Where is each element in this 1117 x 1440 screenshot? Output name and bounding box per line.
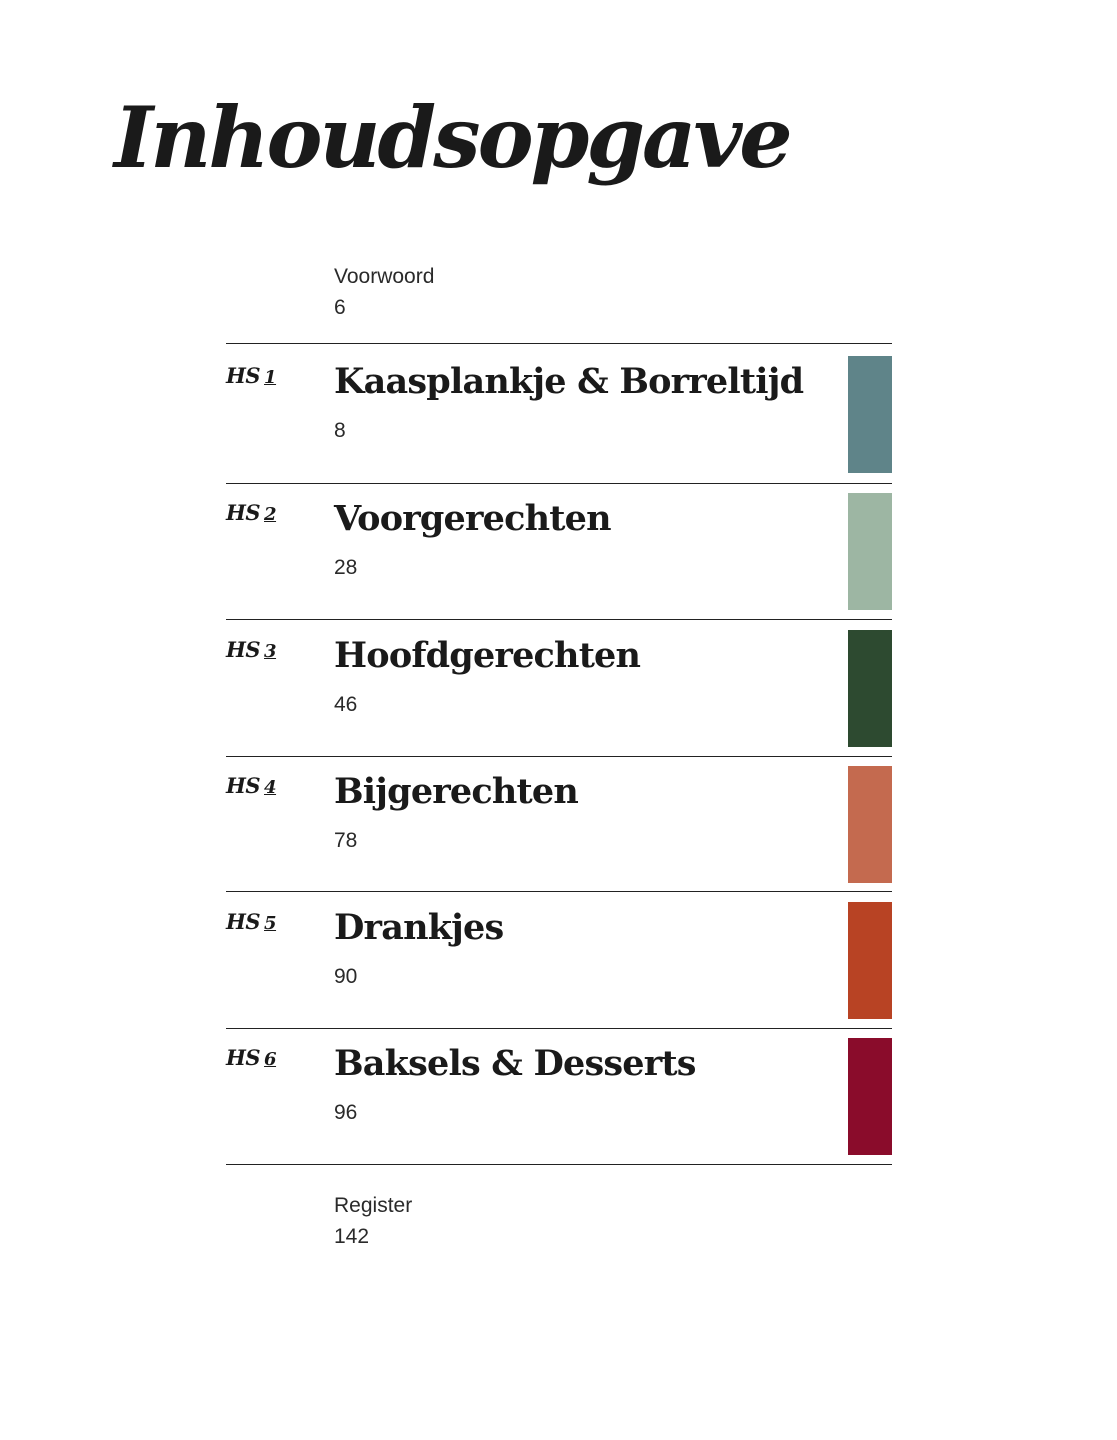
chapter-number: 3 [264,641,277,662]
chapter-color-swatch [848,630,892,747]
toc-chapter-1[interactable] [0,343,1117,479]
chapter-prefix: HS [226,909,261,934]
chapter-prefix: HS [226,1045,261,1070]
chapter-color-swatch [848,1038,892,1155]
toc-chapter-3[interactable] [0,617,1117,753]
chapter-color-swatch [848,902,892,1019]
chapter-number: 6 [264,1049,277,1070]
chapter-color-swatch [848,766,892,883]
divider [226,1164,892,1165]
chapter-number: 4 [264,777,277,798]
chapter-page-number: 8 [334,419,346,442]
chapter-label [226,1045,276,1070]
chapter-title: Hoofdgerechten [334,635,641,676]
chapter-page-number: 78 [334,829,358,852]
chapter-label [226,363,276,388]
toc-chapter-6[interactable] [0,1025,1117,1161]
chapter-title: Voorgerechten [334,498,611,539]
chapter-title: Baksels & Desserts [334,1043,696,1084]
chapter-label [226,500,276,525]
chapter-label [226,637,276,662]
entry-label: Register [334,1194,413,1217]
chapter-page-number: 46 [334,693,358,716]
chapter-color-swatch [848,356,892,473]
chapter-title: Drankjes [334,907,504,948]
chapter-label [226,773,276,798]
chapter-page-number: 90 [334,965,358,988]
toc-entry-voorwoord[interactable] [334,261,434,323]
chapter-title: Kaasplankje & Borreltijd [334,361,804,402]
chapter-page-number: 28 [334,556,358,579]
toc-chapter-2[interactable] [0,480,1117,616]
entry-label: Voorwoord [334,265,435,288]
chapter-number: 5 [264,913,277,934]
entry-page-number: 6 [334,296,346,319]
entry-page-number: 142 [334,1225,370,1248]
chapter-number: 2 [264,504,277,525]
chapter-prefix: HS [226,500,261,525]
toc-entry-register[interactable] [334,1190,412,1252]
chapter-number: 1 [264,367,277,388]
chapter-page-number: 96 [334,1101,358,1124]
toc-chapter-5[interactable] [0,889,1117,1025]
page-title: Inhoudsopgave [114,88,790,187]
chapter-prefix: HS [226,773,261,798]
chapter-label [226,909,276,934]
toc-chapter-4[interactable] [0,753,1117,889]
chapter-color-swatch [848,493,892,610]
chapter-prefix: HS [226,637,261,662]
chapter-title: Bijgerechten [334,771,579,812]
chapter-prefix: HS [226,363,261,388]
